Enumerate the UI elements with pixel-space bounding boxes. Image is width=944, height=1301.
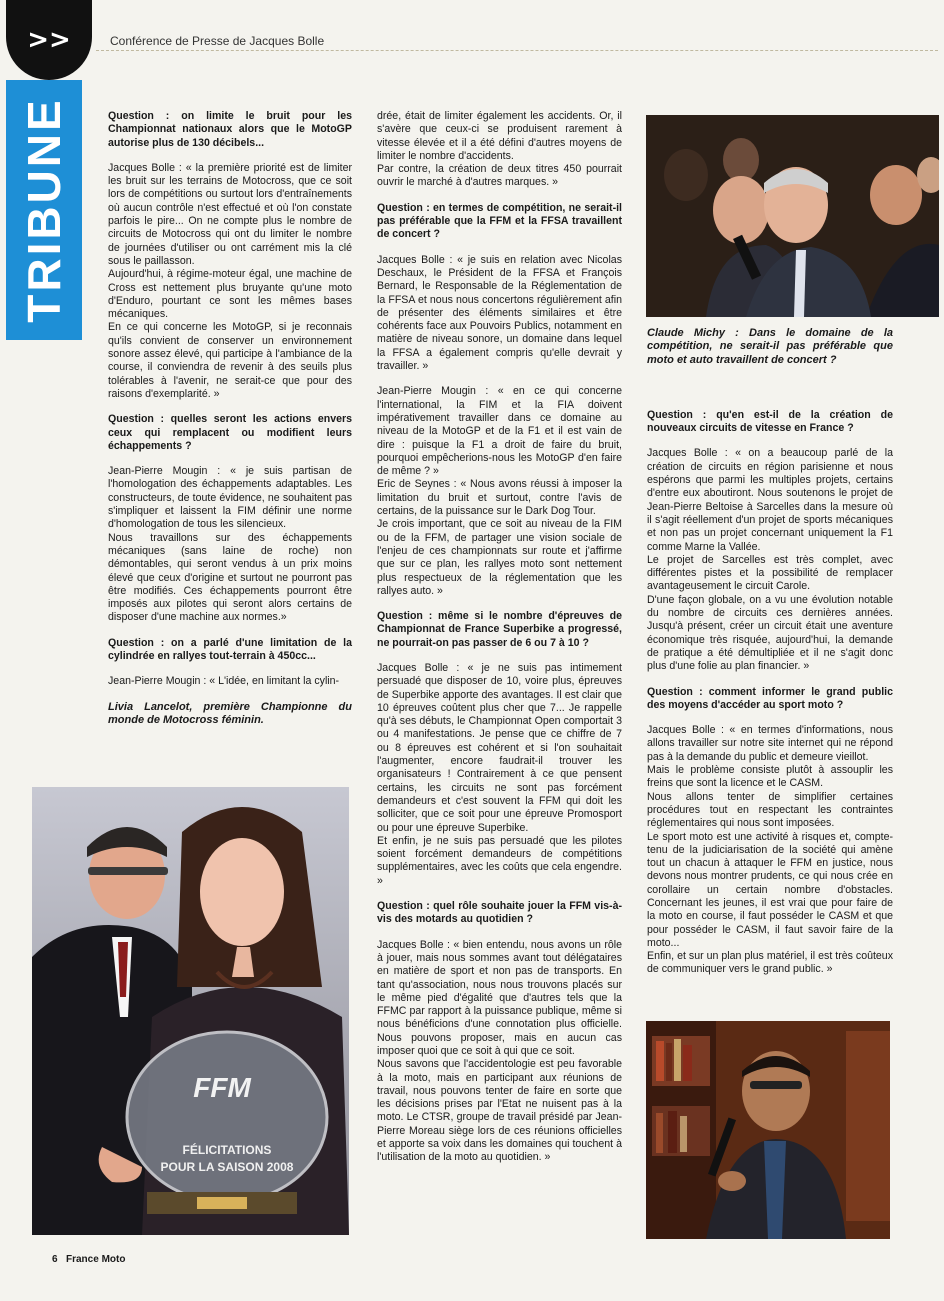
- trophy-text-2: POUR LA SAISON 2008: [160, 1160, 294, 1174]
- question: Question : on limite le bruit pour les Championnat nationaux alors que le MotoGP autorise plus de 130 décibels...: [108, 110, 352, 149]
- photo-caption: Livia Lancelot, première Championne du monde de Motocross féminin.: [108, 700, 352, 726]
- page-number: 6: [52, 1254, 58, 1265]
- column-1: [108, 110, 352, 739]
- photo-speaker: [646, 1021, 890, 1239]
- rubric-divider: [96, 50, 938, 51]
- answer: Jean-Pierre Mougin : « je suis partisan de l'homologation des échappements adaptables. Les constructeurs, de toute évidence, ne souhaitent pas s'impliquer et laissent la FIM définir une norme d'homologation de tous les silencieux. Nous travaillons sur des échappements mécaniques (sans laine de roche) non démontables, qui seront vendus à un prix moins élevé que ceux d'origine et surtout ne pourront pas être modifiés. Ces échappements pourront être imposés aux pilotes qui seront alors certains de disposer d'une machine aux normes.»: [108, 465, 352, 624]
- answer: Jacques Bolle : « on a beaucoup parlé de la création de circuits en région parisienne et nous espérons que parmi les multiples projets, certains d'entre eux aboutiront. Nous soutenons le projet de Jean-Pierre Beltoise à Sarcelles dans la mesure où il s'agit réellement d'un projet de sports mécaniques et non pas un projet concernant uniquement la F1 comme Marne la Vallée. Le projet de Sarcelles est très complet, avec différentes pistes et la possibilité de remplacer avantageusement le circuit Carole. D'une façon globale, on a vu une évolution notable du nombre de circuits ces dernières années. Jusqu'à présent, créer un circuit était une aventure économique très risquée, aujourd'hui, la demande de pratique a été démultipliée et il ne s'agit donc plus d'une folie au plan financier. »: [647, 447, 893, 673]
- answer: drée, était de limiter également les accidents. Or, il s'avère que ceux-ci se produisent rarement à vitesse élevée et il a été défini d'autres moyens de limiter le nombre d'accidents. Par contre, la création de deux titres 450 pourrait ouvrir le marché à d'autres marques. »: [377, 110, 622, 189]
- section-band: [6, 80, 82, 340]
- trophy-text-1: FÉLICITATIONS: [182, 1143, 272, 1157]
- answer: Jacques Bolle : « en termes d'informations, nous allons travailler sur notre site internet qui ne répond pas à la demande du public et demeure vieillot. Mais le problème consiste plutôt à assouplir les freins que sont la licence et le CASM. Nous allons tenter de simplifier certaines procédures tout en respectant les contraintes réglementaires qui nous sont imposées. Le sport moto est une activité à risques et, compte-tenu de la judiciarisation de la société qui amène tout un chacun à attaquer le FFM en justice, nous devons nous montrer prudents, ce qui nous crée en corollaire un certain nombre d'obstacles. Concernant les jeunes, il est vrai que pour faire de la moto en course, il faut posséder le CASM et que pour posséder le CASM, il faut savoir faire de la moto... Enfin, et sur un plan plus matériel, il est très coûteux de communiquer vers le grand public. »: [647, 724, 893, 976]
- answer: Jacques Bolle : « je suis en relation avec Nicolas Deschaux, le Président de la FFSA et François Bernard, le Responsable de la Réglementation de la FFSA et nous nous concertons régulièrement afin de présenter des éléments similaires et être cohérents face aux Pouvoirs Publics, notamment en matière de niveau sonore, un domaine dans lequel la FFSA a également compris qu'elle devrait y travailler. »: [377, 253, 622, 373]
- question: Question : même si le nombre d'épreuves de Championnat de France Superbike a progressé, ne pourrait-on pas passer de 6 ou 7 à 10 ?: [377, 610, 622, 649]
- magazine-name: France Moto: [66, 1254, 126, 1265]
- question: Question : qu'en est-il de la création de nouveaux circuits de vitesse en France ?: [647, 408, 893, 435]
- rubric-title: Conférence de Presse de Jacques Bolle: [110, 34, 325, 48]
- question: Question : on a parlé d'une limitation de la cylindrée en rallyes tout-terrain à 450cc...: [108, 636, 352, 662]
- photo-claude-michy: [646, 115, 939, 317]
- answer: Jacques Bolle : « la première priorité est de limiter les bruit sur les terrains de Motocross, que ce soit lors de compétitions ou surtout lors d'entraînements où aucun contrôle n'est effectué et où l'on constate parfois le pire... On ne compte plus le nombre de circuits de Motocross qui ont du limiter le nombre de journées d'utiliser ou ont carrément mis la clé sous le paillasson. Aujourd'hui, à régime-moteur égal, une machine de Cross est nettement plus bruyante qu'une moto d'Enduro, pourtant ce sont les mêmes bases mécaniques. En ce qui concerne les MotoGP, si je reconnais qu'ils convient de conserver un environnement sonore assez élevé, qui participe à l'ambiance de la course, il conviendra de revenir à des seuils plus tolérables à l'avenir, ne serait-ce que pour des raisons d'exemplarité. »: [108, 161, 352, 400]
- column-2: [377, 110, 622, 1177]
- photo-illustration: [646, 115, 939, 317]
- trophy-logo: FFM: [193, 1072, 251, 1103]
- answer: Jean-Pierre Mougin : « L'idée, en limitant la cylin-: [108, 675, 340, 688]
- question: Question : comment informer le grand public des moyens d'accéder au sport moto ?: [647, 685, 893, 711]
- photo-illustration: [646, 1021, 890, 1239]
- chevron-badge-icon: >>: [6, 0, 92, 80]
- question: Question : quelles seront les actions envers ceux qui remplacent ou modifient leurs échappements ?: [108, 413, 352, 452]
- answer: Jacques Bolle : « je ne suis pas intimement persuadé que disposer de 10, voire plus, épreuves de Superbike apporte des avantages. Il est clair que 10 épreuves coûtent plus cher que 7... Je rappelle qu'à ses débuts, le Championnat Open comportait 3 ou 4 manifestations. Je pense que ce chiffre de 7 ou 8 épreuves est cohérent et si l'on souhaitait l'augmenter, encore faudrait-il trouver les organisateurs ! Contrairement à ce que pensent certains, les circuits ne sont pas forcément demandeurs et c'est souvent la FFM qui doit les solliciter, que ce soit pour une épreuve Promosport ou pour une épreuve Superbike. Et enfin, je ne suis pas persuadé que les pilotes soient forcément demandeurs de compétitions supplémentaires, avec les coûts que cela engendre. »: [377, 661, 622, 887]
- answer: Jean-Pierre Mougin : « en ce qui concerne l'international, la FIM et la FIA doivent impérativement travailler dans ce domaine au niveau de la MotoGP et de la F1 et il est vain de dire : puisque la F1 a droit de faire du bruit, pourquoi empêcherions-nous les MotoGP d'en faire de même ? » Eric de Seynes : « Nous avons réussi à imposer la limitation du bruit et surtout, contre l'avis de certains, de la puissance sur le Dark Dog Tour. Je crois important, que ce soit au niveau de la FIM ou de la FFM, de partager une vision sociale de l'enjeu de ces championnats sur route et j'affirme que sur ce plan, les rallyes moto sont nettement plus respectueux de la réglementation que les rallyes auto. »: [377, 385, 622, 597]
- answer: Jacques Bolle : « bien entendu, nous avons un rôle à jouer, mais nous sommes avant tout délégataires en matière de sport et non pas de transports. En tant qu'association, nous nous trouvons placés sur le même pied d'égalité que d'autres tels que la FFMC par rapport à la puissance publique, même si nous bénéficions d'une connotation plus officielle. Nous pouvons proposer, mais en aucun cas imposer quoi que ce soit à qui que ce soit. Nous savons que l'accidentologie est peu favorable à la moto, mais en participant aux réunions de travail, nous pouvons tenter de faire en sorte que les décisions prises par l'Etat ne nuisent pas à la moto. Le CTSR, groupe de travail présidé par Jean-Pierre Moreau siège lors de ces réunions officielles et apporte sa voix dans les domaines qui touchent à l'utilisation de la moto au quotidien. »: [377, 938, 622, 1164]
- photo-livia-lancelot: [32, 787, 349, 1235]
- section-title: TRIBUNE: [18, 97, 70, 323]
- question: Question : quel rôle souhaite jouer la FFM vis-à-vis des motards au quotidien ?: [377, 900, 622, 926]
- question: Question : en termes de compétition, ne serait-il pas préférable que la FFM et la FFSA travaillent de concert ?: [377, 201, 622, 241]
- column-3: [647, 327, 893, 989]
- photo-caption: Claude Michy : Dans le domaine de la compétition, ne serait-il pas préférable que moto et auto travaillent de concert ?: [647, 327, 893, 366]
